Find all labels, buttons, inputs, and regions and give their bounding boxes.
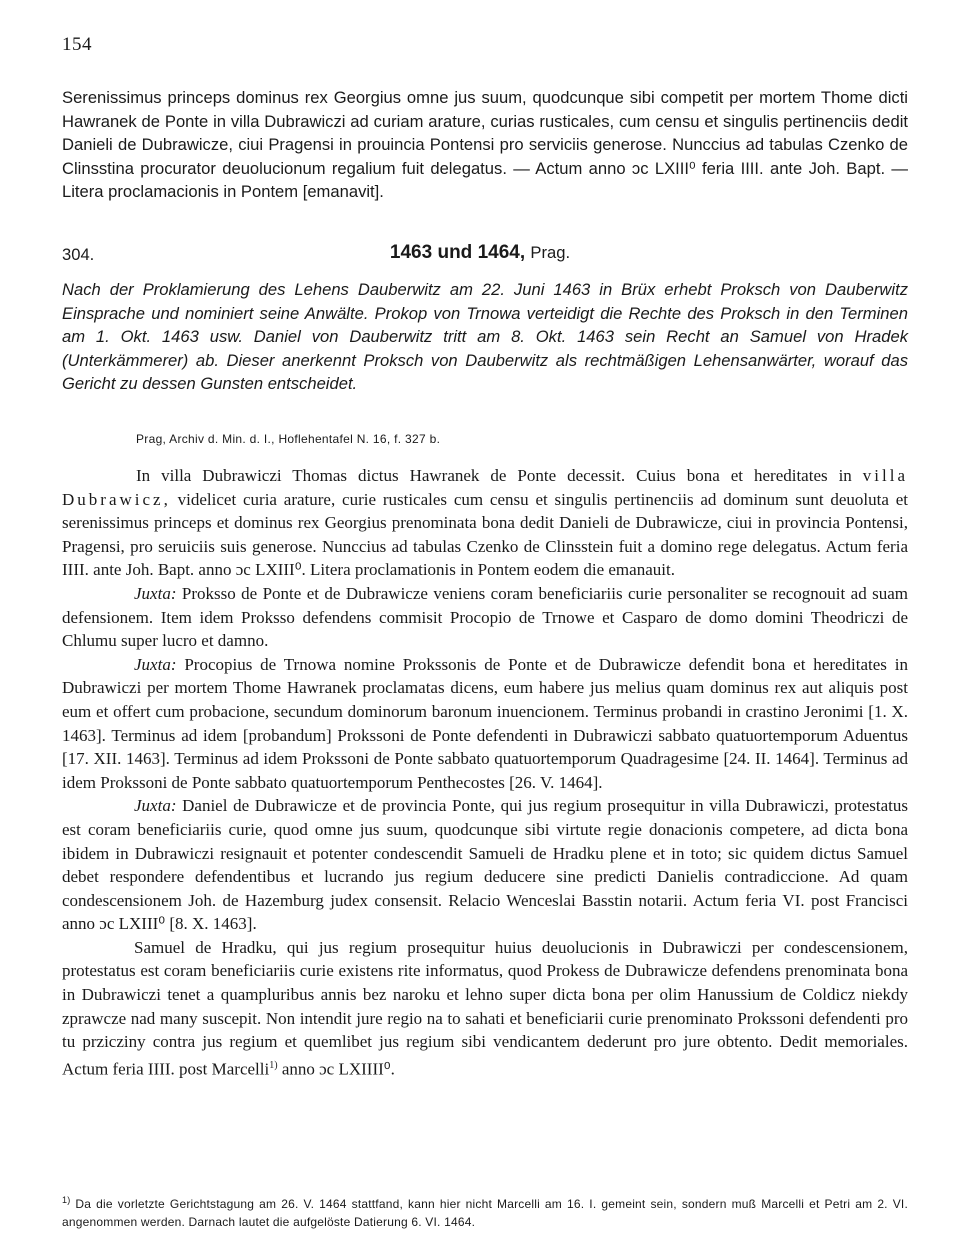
juxta-label: Juxta: [134,583,177,603]
juxta-label: Juxta: [134,654,177,674]
juxta-label: Juxta: [134,796,177,816]
entry-date: 1463 und 1464, [389,242,526,263]
footnote-reference: 1) [269,1059,278,1071]
main-p1-b: videlicet curia arature, curie rusticales cum censu et singulis pertinenciis ad dominum sunt deuoluta et serenissimus princeps et dominus rex Georgius prenominata bona dedit Danieli de Dubrawicze, ciui in provincia Pontensi, Pragensi, pro seruiciis suis generose. Nunccius ad tabulas Czenko de Clinsstein fuit a domino rege delegatus. Actum feria IIII. ante Joh. Bapt. anno ɔc LXIII⁰. Litera proclamationis in Pontem eodem die emanauit. [62,489,908,580]
page-number: 154 [62,34,92,55]
previous-entry-text: Serenissimus princeps dominus rex Georgius omne jus suum, quodcunque sibi competit per mortem Thome dicti Hawranek de Ponte in villa Dubrawiczi ad curiam arature, curias rusticales, cum censu et singulis pertinenciis dedit Danieli de Dubrawicze, ciui Pragensi in prouincia Pontensi pro serviciis generose. Nunccius ad tabulas Czenko de Clinsstina procurator deuolucionum regalium fuit delegatus. — Actum anno ɔc LXIII⁰ feria IIII. ante Joh. Bapt. — Litera proclamacionis in Pontem [emanavit]. [62,88,908,201]
main-p4-text: Daniel de Dubrawicze et de provincia Ponte, qui jus regium prosequitur in villa Dubrawiczi, protestatus est coram beneficiariis curie, quod omne jus suum, quodcunque sibi virtute regie donacionis competere, ad dicta bona ibidem in Dubrawiczi resignauit et potenter condescendit Samueli de Hradku plene et in toto; sic quidem dictus Samuel debet respondere defendentibus et lucrando jus regium deducere sine predicti Danielis contradiccione. Ad quam condescensionem Joh. de Hazemburg judex consensit. Relacio Wenceslai Basstin notarii. Actum feria VI. post Francisci anno ɔc LXIII⁰ [8. X. 1463]. [62,796,908,934]
main-paragraph-3 [62,653,908,795]
main-p2-text: Proksso de Ponte et de Dubrawicze veniens coram beneficiariis curie personaliter se recognouit ad suam defensionem. Item idem Proksso defendens commisit Procopio de Trnowe et Casparo de domo domini Theodriczi de Chlumu super lucro et damno. [62,583,908,651]
entry-place: Prag. [530,243,571,262]
entry-number: 304. [62,245,95,264]
footnote-text: Da die vorletzte Gerichtstagung am 26. V. 1464 stattfand, kann hier nicht Marcelli am 16. I. gemeint sein, sondern muß Marcelli et Petri am 2. VI. angenommen werden. Darnach lautet die aufgelöste Datierung 6. VI. 1464. [62,1197,908,1229]
main-paragraph-2 [62,582,908,653]
main-paragraph-1 [62,464,908,582]
main-text [62,464,908,1081]
main-p5-a: Samuel de Hradku, qui jus regium prosequitur huius deuolucionis in Dubrawiczi per condescensionem, protestatus est coram beneficiariis curie existens rite informatus, quod Prokess de Dubrawicze defendens prenominata bona in Dubrawiczi tenet a quampluribus annis bez naroku et lehno super dicta bona per olim Hanussium de Coldicz niekdy zprawcze nad many suscepit. Non intendit jure regio na to sahati et beneficiarii curie prenominato Prokssoni defendenti pro tu przicziny contra jus regium et quemlibet jus regium sibi vendicantem dederunt pro jure obtento. Dedit memoriales. Actum feria IIII. post Marcelli [62,937,908,1079]
entry-heading [0,242,960,264]
main-paragraph-5 [62,936,908,1081]
entry-source: Prag, Archiv d. Min. d. I., Hoflehentafel N. 16, f. 327 b. [136,432,441,446]
main-p5-b: anno ɔc LXIIII⁰. [277,1059,395,1079]
main-p1-villa: villa Dubrawicz, [62,466,908,509]
footnote-marker: 1) [62,1195,71,1205]
footnote [62,1191,908,1231]
main-p1-a: In villa Dubrawiczi Thomas dictus Hawranek de Ponte decessit. Cuius bona et hereditates in [136,466,863,485]
main-p3-text: Procopius de Trnowa nomine Prokssonis de Ponte et de Dubrawicze defendit bona et hereditates in Dubrawiczi per mortem Thome Hawranek proclamatas dicens, eum habere jus melius quam dominus rex aut aliquis post eum et offert cum probacione, secundum dominorum baronum inuencionem. Terminus probandi in crastino Jeronimi [1. X. 1463]. Terminus ad idem [probandum] Prokssoni de Ponte defendenti in Dubrawiczi sabbato quatuortemporum Aduentus [17. XII. 1463]. Terminus ad idem Prokssoni de Ponte sabbato quatuortemporum Quadragesime [24. II. 1464]. Terminus ad idem Prokssoni de Ponte sabbato quatuortemporum Penthecostes [26. V. 1464]. [62,654,908,792]
entry-regest: Nach der Proklamierung des Lehens Dauberwitz am 22. Juni 1463 in Brüx erhebt Proksch von Dauberwitz Einsprache und nominiert seine Anwälte. Prokop von Trnowa verteidigt die Rechte des Proksch in den Terminen am 1. Okt. 1463 usw. Daniel von Dauberwitz tritt am 8. Okt. 1463 sein Recht an Samuel von Hradek (Unterkämmerer) ab. Dieser anerkennt Proksch von Dauberwitz als rechtmäßigen Lehensanwärter, worauf das Gericht zu dessen Gunsten entscheidet. [62,280,908,393]
main-paragraph-4 [62,794,908,936]
